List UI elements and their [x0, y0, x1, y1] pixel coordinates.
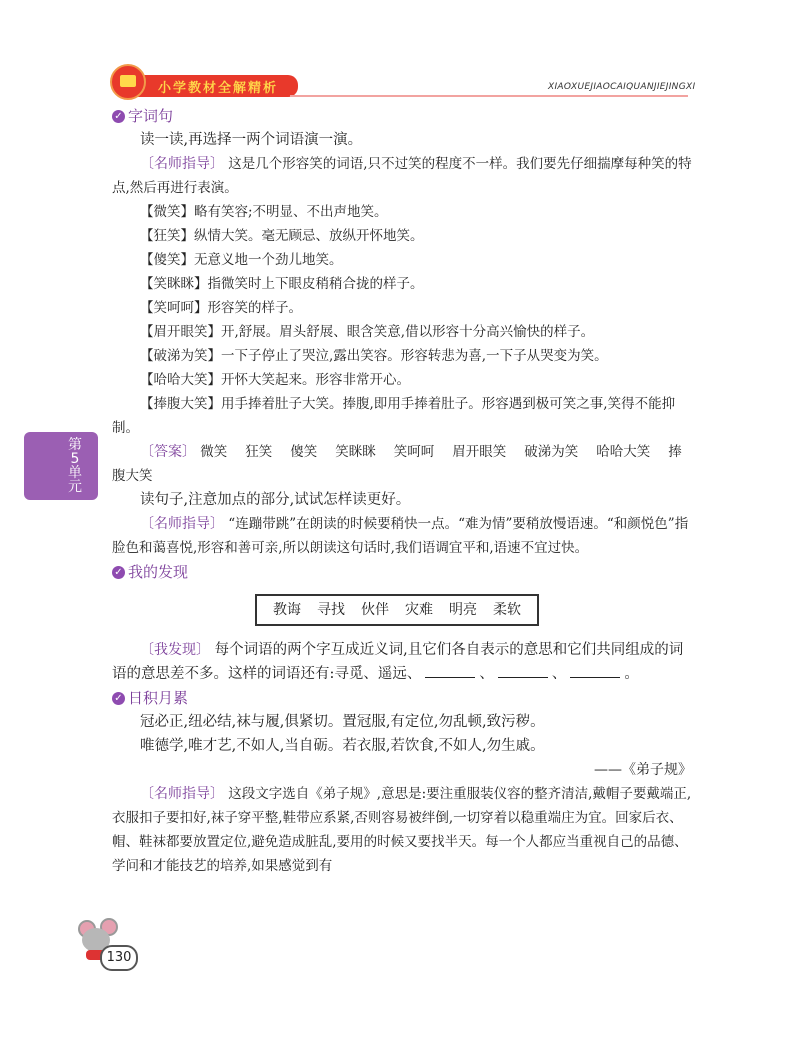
fill-blank[interactable] — [498, 663, 548, 678]
item-def: 略有笑容;不明显、不出声地笑。 — [194, 204, 388, 220]
item-term: 破涕为笑 — [153, 348, 208, 364]
header-pinyin: XIAOXUEJIAOCAIQUANJIEJINGXI — [548, 82, 696, 92]
section-title: 我的发现 — [128, 563, 189, 581]
item-term: 笑呵呵 — [153, 300, 194, 316]
unit-tab — [24, 432, 98, 500]
item-def: 无意义地一个劲儿地笑。 — [194, 252, 343, 268]
item-def: 开,舒展。眉头舒展、眼含笑意,借以形容十分高兴愉快的样子。 — [221, 324, 595, 340]
unit-char: 元 — [68, 479, 82, 495]
item-def: 开怀大笑起来。形容非常开心。 — [221, 372, 410, 388]
item-def: 用手捧着肚子大笑。捧腹,即用手捧着肚子。形容遇到极可笑之事,笑得不能抑制。 — [112, 396, 676, 436]
definition-item: 【傻笑】无意义地一个劲儿地笑。 — [140, 252, 343, 268]
book-logo-icon — [110, 64, 146, 100]
item-term: 傻笑 — [153, 252, 181, 268]
found-body: 每个词语的两个字互成近义词,且它们各自表示的意思和它们共同组成的词语的意思差不多。这样的词语还有:寻觅、遥远、 — [112, 642, 684, 682]
box-word: 伙伴 — [361, 602, 389, 618]
page-header — [0, 0, 800, 110]
box-word: 寻找 — [317, 602, 345, 618]
section-heading — [112, 104, 692, 128]
guide-text: 这段文字选自《弟子规》,意思是:要注重服装仪容的整齐清洁,戴帽子要戴端正,衣服扣子要扣好,袜子穿平整,鞋带应系紧,否则容易被绊倒,一切穿着以稳重端庄为宜。回家后衣、帽、鞋袜都要放置定位,避免造成脏乱,要用的时候又要找半天。每一个人都应当重视自己的品德、学问和才能技艺的培养,如果感觉到有 — [112, 786, 692, 874]
found-tag: 我发现 — [154, 642, 196, 658]
answer-line: 〔答案〕 微笑 狂笑 傻笑 笑眯眯 笑呵呵 眉开眼笑 破涕为笑 哈哈大笑 捧腹大笑 — [112, 444, 682, 484]
item-term: 眉开眼笑 — [153, 324, 208, 340]
guide-text: “连蹦带跳”在朗读的时候要稍快一点。“难为情”要稍放慢语速。“和颜悦色”指脸色和蔼喜悦,形容和善可亲,所以朗读这句话时,我们语调宜平和,语速不宜过快。 — [112, 516, 689, 556]
item-term: 哈哈大笑 — [153, 372, 208, 388]
header-title: 小学教材全解精析 — [158, 81, 279, 96]
section-title: 字词句 — [128, 107, 174, 125]
discovery-text: 〔我发现〕 每个词语的两个字互成近义词,且它们各自表示的意思和它们共同组成的词语的意思差不多。这样的词语还有:寻觅、遥远、 、 、 。 — [112, 642, 684, 682]
checkmark-icon: ✓ — [112, 692, 125, 705]
word-box — [255, 594, 539, 626]
box-word: 教诲 — [273, 602, 301, 618]
item-def: 一下子停止了哭泣,露出笑容。形容转悲为喜,一下子从哭变为笑。 — [221, 348, 608, 364]
answer-word: 笑眯眯 — [335, 444, 376, 460]
checkmark-icon: ✓ — [112, 566, 125, 579]
answer-tag: 答案 — [154, 444, 182, 460]
definition-item: 【微笑】略有笑容;不明显、不出声地笑。 — [140, 204, 388, 220]
item-def: 纵情大笑。毫无顾忌、放纵开怀地笑。 — [194, 228, 424, 244]
guide-tag: 名师指导 — [154, 516, 210, 532]
answer-word: 傻笑 — [290, 444, 318, 460]
definition-item: 【捧腹大笑】用手捧着肚子大笑。捧腹,即用手捧着肚子。形容遇到极可笑之事,笑得不能抑制。 — [112, 396, 676, 436]
item-term: 笑眯眯 — [153, 276, 194, 292]
box-word: 柔软 — [493, 602, 521, 618]
checkmark-icon: ✓ — [112, 110, 125, 123]
guide-tag: 名师指导 — [154, 786, 210, 802]
page-content — [112, 104, 692, 878]
definition-item: 【破涕为笑】一下子停止了哭泣,露出笑容。形容转悲为喜,一下子从哭变为笑。 — [140, 348, 608, 364]
teacher-guide: 〔名师指导〕 这段文字选自《弟子规》,意思是:要注重服装仪容的整齐清洁,戴帽子要戴端正,衣服扣子要扣好,袜子穿平整,鞋带应系紧,否则容易被绊倒,一切穿着以稳重端庄为宜。回家后衣、帽、鞋袜都要放置定位,避免造成脏乱,要用的时候又要找半天。每一个人都应当重视自己的品德、学问和才能技艺的培养,如果感觉到有 — [112, 786, 692, 874]
unit-char: 单 — [68, 465, 82, 481]
quote-source: ——《弟子规》 — [594, 762, 692, 778]
item-def: 形容笑的样子。 — [207, 300, 302, 316]
definition-item: 【眉开眼笑】开,舒展。眉头舒展、眼含笑意,借以形容十分高兴愉快的样子。 — [140, 324, 595, 340]
item-term: 微笑 — [153, 204, 181, 220]
answer-word: 狂笑 — [245, 444, 273, 460]
box-word: 灾难 — [405, 602, 433, 618]
definition-item: 【狂笑】纵情大笑。毫无顾忌、放纵开怀地笑。 — [140, 228, 424, 244]
item-def: 指微笑时上下眼皮稍稍合拢的样子。 — [207, 276, 424, 292]
answer-word: 哈哈大笑 — [596, 444, 651, 460]
unit-char: 5 — [70, 451, 80, 467]
found-end: 。 — [624, 666, 639, 682]
classic-line: 冠必正,纽必结,袜与履,俱紧切。置冠服,有定位,勿乱顿,致污秽。 — [140, 714, 545, 730]
definition-item: 【哈哈大笑】开怀大笑起来。形容非常开心。 — [140, 372, 410, 388]
guide-tag: 名师指导 — [154, 156, 210, 172]
section-title: 日积月累 — [128, 689, 189, 707]
header-divider — [290, 95, 688, 97]
page-number: 130 — [100, 945, 138, 971]
fill-blank[interactable] — [570, 663, 620, 678]
teacher-guide: 〔名师指导〕 “连蹦带跳”在朗读的时候要稍快一点。“难为情”要稍放慢语速。“和颜悦色”指脸色和蔼喜悦,形容和善可亲,所以朗读这句话时,我们语调宜平和,语速不宜过快。 — [112, 516, 689, 556]
unit-char: 第 — [68, 437, 82, 453]
answer-word: 笑呵呵 — [393, 444, 435, 460]
answer-word: 眉开眼笑 — [452, 444, 507, 460]
fill-blank[interactable] — [425, 663, 475, 678]
section-heading — [112, 560, 692, 584]
section-heading — [112, 686, 692, 710]
definition-item: 【笑呵呵】形容笑的样子。 — [140, 300, 302, 316]
unit-tab-label — [64, 438, 86, 494]
answer-word: 破涕为笑 — [524, 444, 579, 460]
teacher-guide: 〔名师指导〕 这是几个形容笑的词语,只不过笑的程度不一样。我们要先仔细揣摩每种笑的特点,然后再进行表演。 — [112, 156, 692, 196]
prompt-text: 读一读,再选择一两个词语演一演。 — [140, 132, 363, 148]
prompt-text: 读句子,注意加点的部分,试试怎样读更好。 — [140, 492, 411, 508]
definition-item: 【笑眯眯】指微笑时上下眼皮稍稍合拢的样子。 — [140, 276, 424, 292]
answer-word: 捧腹大笑 — [112, 444, 682, 484]
answer-word: 微笑 — [200, 444, 228, 460]
box-word: 明亮 — [449, 602, 477, 618]
classic-line: 唯德学,唯才艺,不如人,当自砺。若衣服,若饮食,不如人,勿生戚。 — [140, 738, 545, 754]
item-term: 捧腹大笑 — [153, 396, 208, 412]
item-term: 狂笑 — [153, 228, 181, 244]
guide-text: 这是几个形容笑的词语,只不过笑的程度不一样。我们要先仔细揣摩每种笑的特点,然后再进行表演。 — [112, 156, 692, 196]
